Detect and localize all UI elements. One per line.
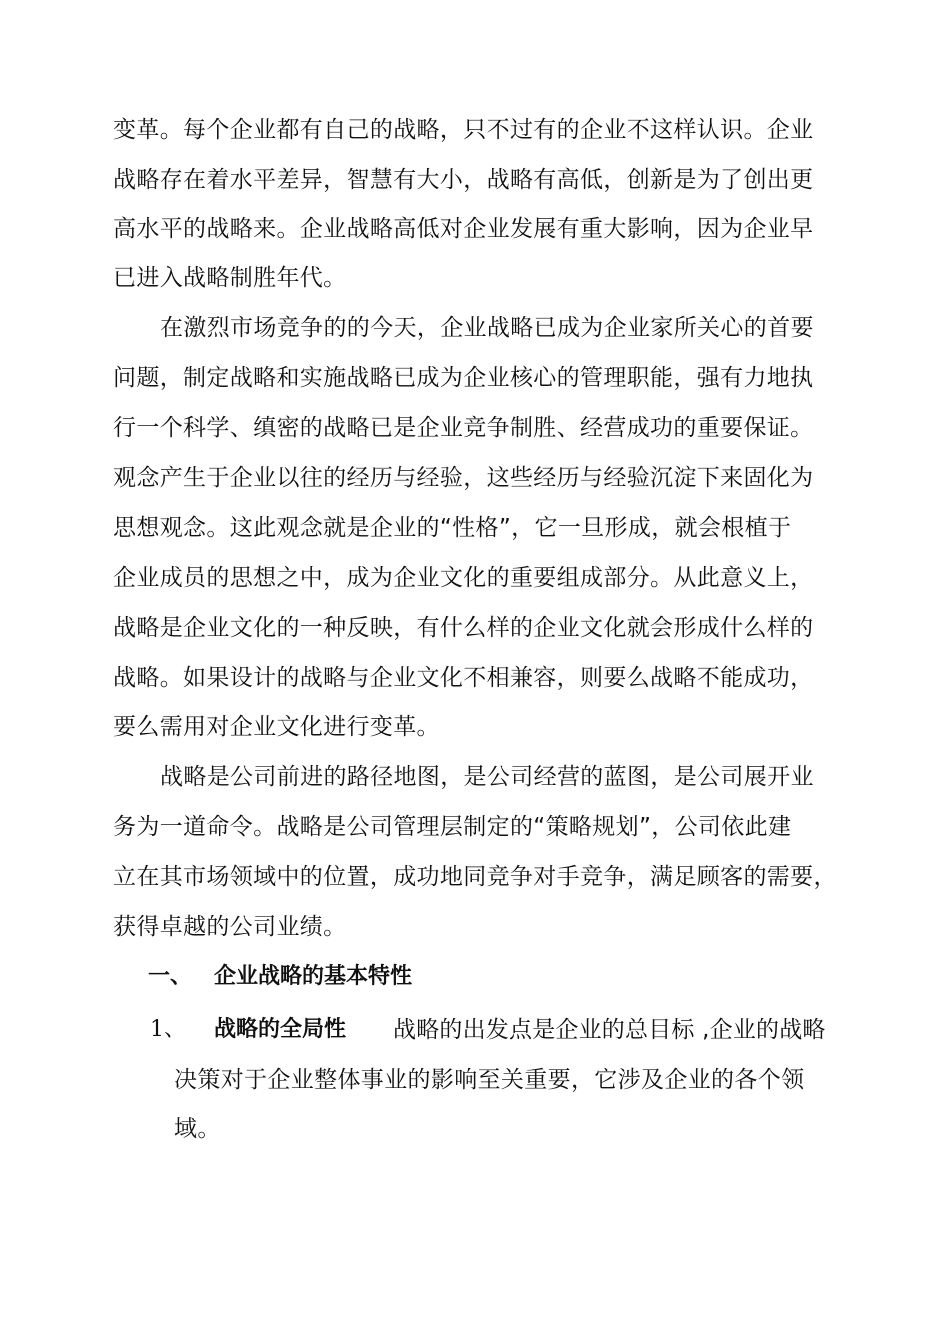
paragraph-1-line-3: 高水平的战略来。企业战略高低对企业发展有重大影响，因为企业早 xyxy=(113,216,814,242)
item-1-line-2: 决策对于企业整体事业的影响至关重要，它涉及企业的各个领 xyxy=(174,1067,805,1093)
paragraph-2-line-9: 要么需用对企业文化进行变革。 xyxy=(113,714,440,740)
paragraph-2-line-5: 思想观念。这此观念就是企业的“性格”，它一旦形成，就会根植于 xyxy=(113,515,792,541)
item-1-first-line: 战略的出发点是企业的总目标 ,企业的战略 xyxy=(393,1017,826,1043)
paragraph-3-line-2: 务为一道命令。战略是公司管理层制定的“策略规划”，公司依此建 xyxy=(113,814,792,840)
paragraph-2-line-2: 问题，制定战略和实施战略已成为企业核心的管理职能，强有力地执 xyxy=(113,365,814,391)
section-heading-number: 一、 xyxy=(148,964,193,989)
paragraph-3-line-1: 战略是公司前进的路径地图，是公司经营的蓝图，是公司展开业 xyxy=(160,764,814,790)
paragraph-2-line-4: 观念产生于企业以往的经历与经验，这些经历与经验沉淀下来固化为 xyxy=(113,465,814,491)
paragraph-2-line-3: 行一个科学、缜密的战略已是企业竞争制胜、经营成功的重要保证。 xyxy=(113,415,814,441)
paragraph-2-line-7: 战略是企业文化的一种反映，有什么样的企业文化就会形成什么样的 xyxy=(113,615,814,641)
item-1-title: 战略的全局性 xyxy=(214,1017,347,1042)
paragraph-2-line-6: 企业成员的思想之中，成为企业文化的重要组成部分。从此意义上， xyxy=(113,565,814,591)
paragraph-3-line-3: 立在其市场领域中的位置，成功地同竞争对手竞争，满足顾客的需要， xyxy=(113,864,837,890)
item-1-number: 1、 xyxy=(150,1017,186,1042)
paragraph-2-line-1: 在激烈市场竞争的的今天，企业战略已成为企业家所关心的首要 xyxy=(160,315,814,341)
paragraph-2-line-8: 战略。如果设计的战略与企业文化不相兼容，则要么战略不能成功， xyxy=(113,665,814,691)
paragraph-1-line-4: 已进入战略制胜年代。 xyxy=(113,265,347,291)
paragraph-1-line-1: 变革。每个企业都有自己的战略，只不过有的企业不这样认识。企业 xyxy=(113,117,814,143)
item-1-line-3: 域。 xyxy=(174,1116,221,1142)
paragraph-1-line-2: 战略存在着水平差异，智慧有大小，战略有高低，创新是为了创出更 xyxy=(113,167,814,193)
section-heading-title: 企业战略的基本特性 xyxy=(214,964,413,989)
paragraph-3-line-4: 获得卓越的公司业绩。 xyxy=(113,914,347,940)
